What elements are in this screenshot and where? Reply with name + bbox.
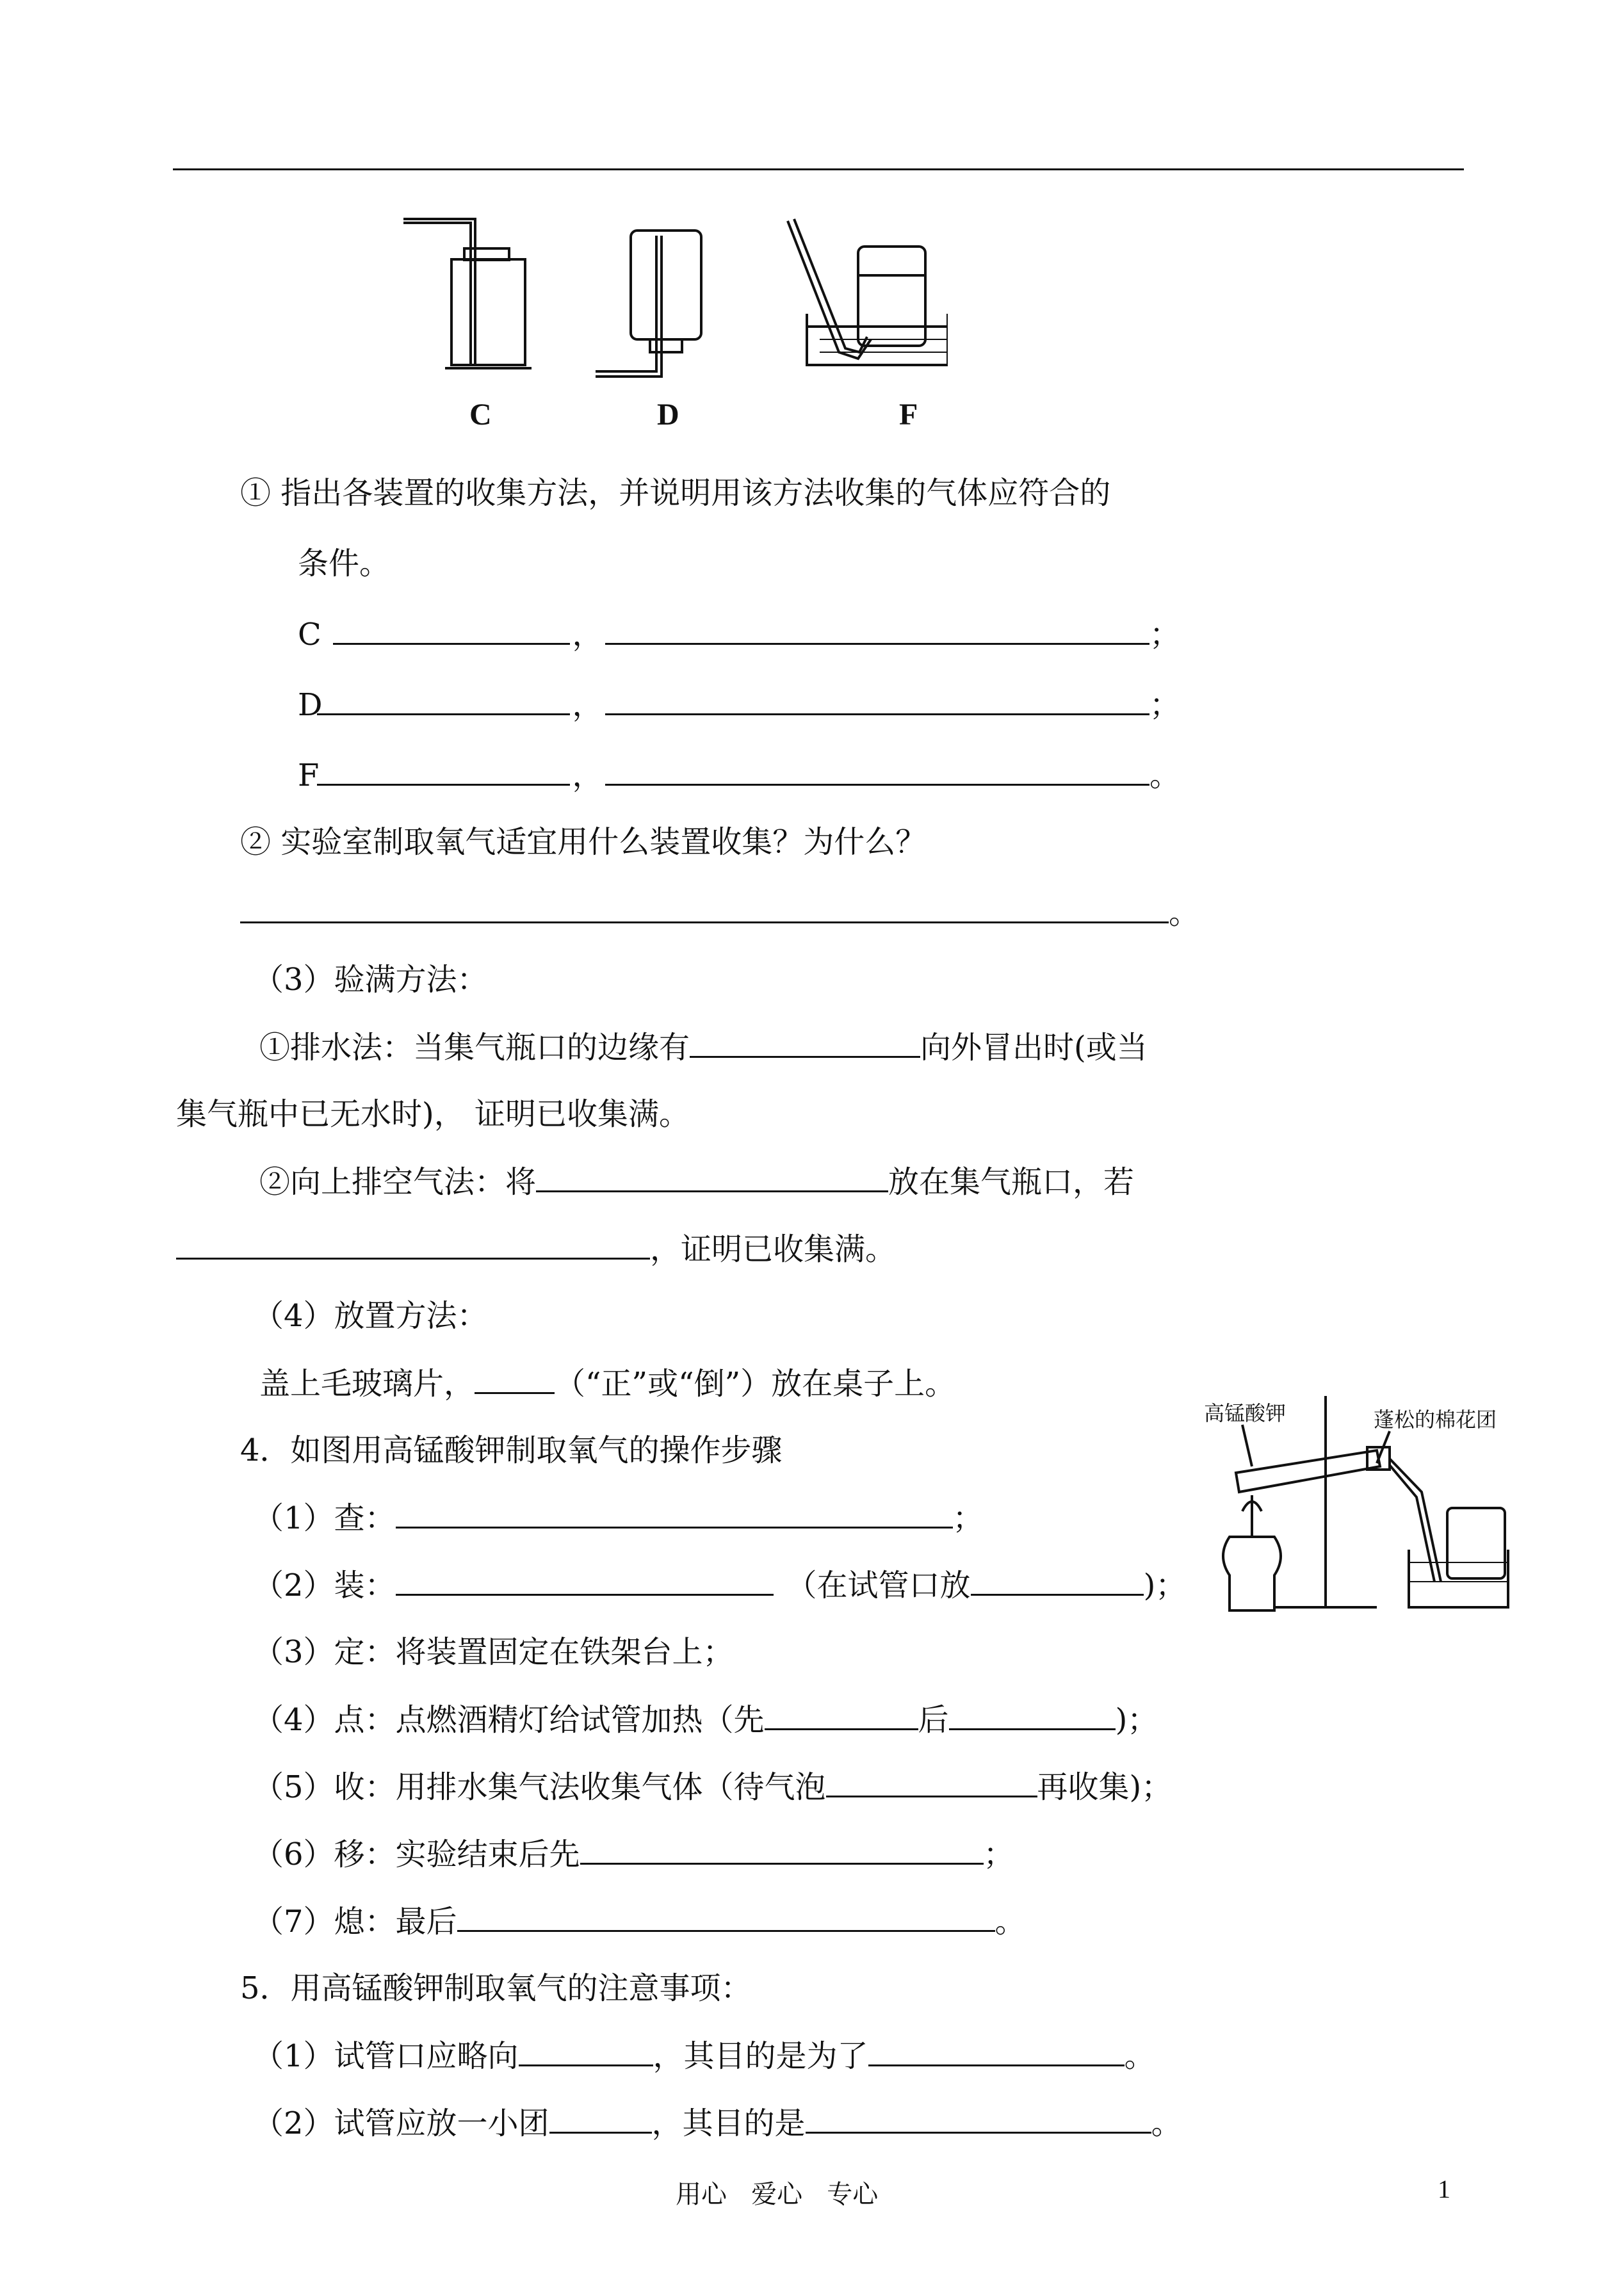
blank-load[interactable]: [396, 1566, 774, 1596]
row-sep-f: ，: [572, 758, 603, 793]
place-title: （4）放置方法：: [253, 1298, 488, 1334]
q4-s1-text: （1）查：: [253, 1500, 396, 1536]
air-line: [259, 1162, 1134, 1201]
blank-oxygen-collection[interactable]: [240, 893, 1169, 923]
place-line: [259, 1364, 955, 1403]
blank-air-object[interactable]: [536, 1162, 888, 1192]
blank-heat-then[interactable]: [949, 1700, 1116, 1730]
apparatus-d-figure: [596, 231, 701, 377]
q3-s2-answer-line: [240, 893, 1199, 932]
q4-s7-text: （7）熄：最后: [253, 1904, 457, 1940]
figure-label-c: C: [469, 398, 492, 432]
blank-drain[interactable]: [690, 1028, 920, 1058]
header-rule: [173, 168, 1464, 170]
apparatus-f-figure: [788, 219, 948, 365]
figure-label-f: F: [899, 398, 918, 432]
fig-label-right: 蓬松的棉花团: [1374, 1407, 1497, 1432]
q4-s5-end: 再收集)；: [1037, 1769, 1173, 1805]
potassium-permanganate-apparatus-figure: [1204, 1390, 1511, 1626]
row-sep-d: ，: [572, 687, 603, 723]
gas-collection-figures: [397, 211, 948, 397]
q5-s2-end: 。: [1151, 2105, 1182, 2141]
q5-item2: [253, 2104, 1182, 2143]
fig-label-left: 高锰酸钾: [1204, 1401, 1287, 1425]
row-end-c: ；: [1149, 617, 1181, 653]
full-check-title: （3）验满方法：: [253, 962, 488, 998]
air-line-2: [176, 1229, 896, 1269]
q4-s1-end: ；: [952, 1500, 984, 1536]
drain-text-b: 向外冒出时(或当: [920, 1030, 1148, 1066]
q5-s1-text: （1）试管口应略向: [253, 2038, 519, 2074]
q4-step3: （3）定：将装置固定在铁架台上；: [253, 1634, 734, 1670]
footer-motto: 用心 爱心 专心: [676, 2180, 879, 2209]
blank-cotton[interactable]: [549, 2104, 652, 2134]
row-end-f: 。: [1149, 758, 1181, 793]
q4-step4: [253, 1700, 1158, 1739]
blank-check[interactable]: [396, 1498, 953, 1529]
blank-tube-mouth[interactable]: [971, 1566, 1144, 1596]
q4-step6: [253, 1835, 1014, 1874]
q4-s5-text: （5）收：用排水集气法收集气体（待气泡: [253, 1769, 826, 1805]
figure-label-d: D: [657, 398, 679, 432]
q4-s2-text: （2）装：: [253, 1568, 396, 1603]
row-label-f: F: [298, 758, 320, 793]
blank-extinguish[interactable]: [457, 1902, 995, 1932]
q5-s2-mid: ，其目的是: [651, 2105, 806, 2141]
row-label-c: C: [298, 617, 321, 653]
q4-s4-mid: 后: [918, 1702, 949, 1738]
q4-step1: [253, 1498, 984, 1537]
q4-title: 4．如图用高锰酸钾制取氧气的操作步骤: [240, 1432, 783, 1468]
answer-row-d: [298, 685, 1180, 724]
air-text-c: ，证明已收集满。: [650, 1231, 897, 1267]
q4-step2: [253, 1566, 1186, 1605]
q5-s2-text: （2）试管应放一小团: [253, 2105, 549, 2141]
q3-s1-line2: 条件。: [298, 546, 391, 581]
drain-line-2: 集气瓶中已无水时)， 证明已收集满。: [176, 1096, 690, 1132]
q3-s1-line1: ① 指出各装置的收集方法，并说明用该方法收集的气体应符合的: [240, 475, 1111, 511]
q4-s2-end: )；: [1143, 1568, 1187, 1603]
blank-tube-direction[interactable]: [519, 2036, 653, 2066]
answer-row-f: [298, 756, 1180, 795]
q5-item1: [253, 2036, 1155, 2075]
blank-tube-purpose[interactable]: [868, 2036, 1125, 2066]
blank-place[interactable]: [475, 1364, 555, 1394]
blank-f-condition[interactable]: [605, 756, 1149, 786]
row-label-d: D: [298, 687, 323, 723]
air-text-a: ②向上排空气法：将: [259, 1164, 537, 1200]
blank-cotton-purpose[interactable]: [806, 2104, 1151, 2134]
blank-d-condition[interactable]: [605, 685, 1149, 715]
blank-air-result[interactable]: [176, 1229, 650, 1260]
q4-s2-mid: （在试管口放: [786, 1568, 971, 1603]
q3-s2-end: 。: [1169, 895, 1200, 931]
q4-s4-text: （4）点：点燃酒精灯给试管加热（先: [253, 1702, 765, 1738]
blank-remove[interactable]: [580, 1835, 984, 1865]
drain-line: [259, 1028, 1148, 1067]
page-number: 1: [1438, 2175, 1450, 2203]
drain-text-a: ①排水法：当集气瓶口的边缘有: [259, 1030, 690, 1066]
q4-step7: [253, 1902, 1026, 1941]
blank-f-method[interactable]: [317, 756, 570, 786]
answer-row-c: [298, 615, 1180, 654]
place-text-a: 盖上毛玻璃片，: [259, 1366, 475, 1402]
q4-s4-end: )；: [1115, 1702, 1158, 1738]
q5-s1-end: 。: [1124, 2038, 1155, 2074]
air-text-b: 放在集气瓶口，若: [888, 1164, 1135, 1200]
q4-step5: [253, 1767, 1172, 1806]
row-end-d: ；: [1149, 687, 1181, 723]
blank-d-method[interactable]: [317, 685, 570, 715]
q5-title: 5．用高锰酸钾制取氧气的注意事项：: [240, 1970, 752, 2006]
blank-c-condition[interactable]: [605, 615, 1149, 645]
q3-s2: ② 实验室制取氧气适宜用什么装置收集？为什么？: [240, 824, 927, 860]
q4-s7-end: 。: [995, 1904, 1026, 1940]
place-text-b: （“正”或“倒”）放在桌子上。: [555, 1366, 956, 1402]
apparatus-c-figure: [403, 219, 532, 368]
q4-s6-end: ；: [983, 1837, 1014, 1872]
blank-heat-first[interactable]: [765, 1700, 918, 1730]
q5-s1-mid: ，其目的是为了: [653, 2038, 868, 2074]
blank-bubbles[interactable]: [826, 1767, 1037, 1797]
q4-s6-text: （6）移：实验结束后先: [253, 1837, 580, 1872]
row-sep-c: ，: [572, 617, 603, 653]
blank-c-method[interactable]: [333, 615, 570, 645]
